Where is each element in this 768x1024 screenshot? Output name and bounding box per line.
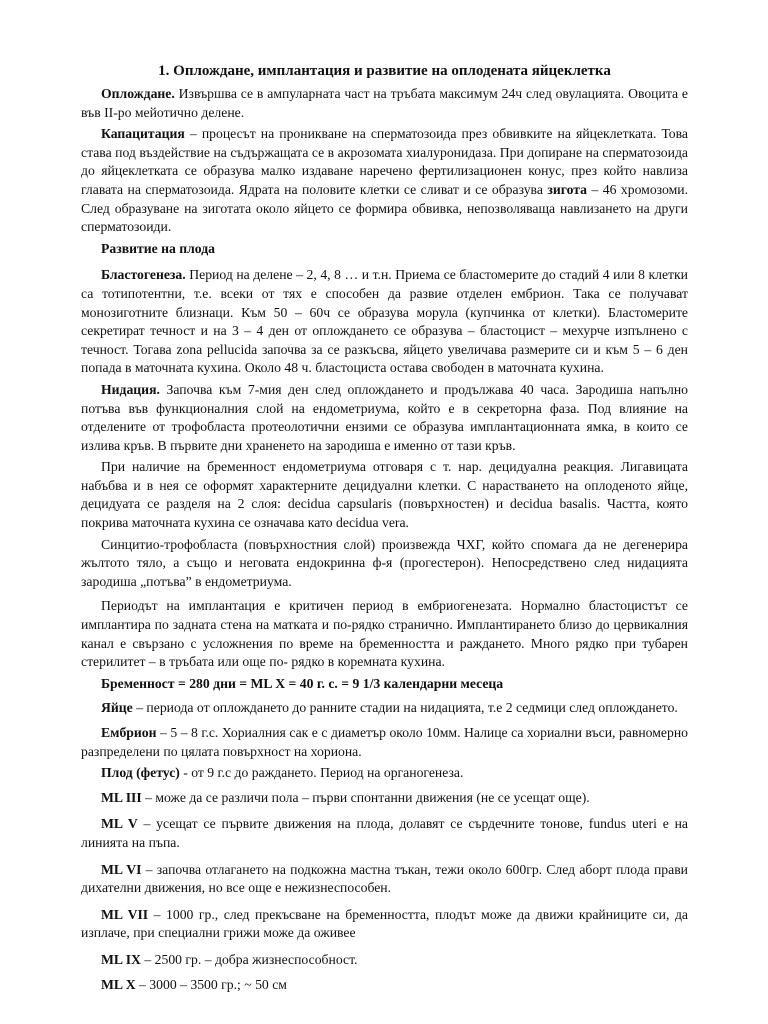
- paragraph-text: – 3000 – 3500 гр.; ~ 50 см: [135, 976, 287, 992]
- paragraph-fertilization: [81, 85, 688, 122]
- term: Оплождане.: [101, 86, 175, 101]
- paragraph-text: Започва към 7-мия ден след оплождането и продължава 40 часа. Зародиша напълно потъва във функционалния слой на ендометриума, който е в секреторна фаза. Под влияние на отделените от трофобласта протеолотични ензими се образува имплантационната ямка, в които се излива кръв. В първите дни храненето на зародиша е именно от тази кръв.: [81, 381, 688, 453]
- term: ML IX: [101, 951, 141, 967]
- paragraph-implantation: [81, 597, 688, 671]
- paragraph-text: – 1000 гр., след прекъсване на бременността, плодът може да движи крайниците си, да изплаче, при специални грижи може да оживее: [81, 906, 688, 941]
- paragraph-text: – 5 – 8 г.с. Хориалния сак е с диаметър около 10мм. Налице са хориални въси, равномерно разпределени по цялата повърхност на хориона.: [81, 725, 688, 759]
- paragraph-text: – започва отлагането на подкожна мастна тъкан, тежи около 600гр. След аборт плода прави дихателни движения, но все още е нежизнеспособен.: [81, 861, 688, 896]
- paragraph-ml-6: [81, 861, 688, 898]
- term: Ембрион: [101, 725, 157, 740]
- paragraph-text: – усещат се първите движения на плода, долавят се сърдечните тонове, fundus uteri е на линията на пъпа.: [81, 816, 688, 850]
- paragraph-ml-3: [81, 789, 688, 808]
- term: Плод (фетус): [101, 765, 180, 781]
- term: Яйце: [101, 700, 133, 716]
- paragraph-text: – периода от оплождането до ранните стадии на нидацията, т.е 2 седмици след оплождането.: [132, 700, 678, 716]
- paragraph-nidation: [81, 381, 688, 455]
- paragraph-pregnancy-formula: [81, 675, 688, 694]
- document-title: 1. Оплождане, имплантация и развитие на оплодената яйцеклетка: [158, 63, 611, 79]
- term: ML III: [101, 789, 142, 805]
- term: Нидация.: [101, 381, 160, 397]
- term: ML VI: [101, 861, 142, 877]
- section-heading: [81, 240, 688, 259]
- term: ML X: [101, 976, 136, 992]
- paragraph-ml-9: [81, 951, 688, 970]
- document-page: [81, 62, 688, 994]
- paragraph-ml-10: [81, 976, 688, 995]
- paragraph-text: При наличие на бременност ендометриума отговаря с т. нар. децидуална реакция. Лигавицата набъбва и в нея се оформят характерните децидуални клетки. С нарастването на оплоденото яйце, децидуата се разделя на 2 слоя: decidua capsularis (повърхностен) и decidua basalis. Частта, която покрива маточната кухина се означава като decidua vera.: [81, 459, 688, 531]
- paragraph-text: – процесът на проникване на сперматозоида през обвивките на яйцеклетката. Това става под въздействие на съдържащата се в акрозомата хиалуронидаза. При допиране на сперматозоида до яйцеклетката се образува малко издаване наречено фертилизационен конус, през който навлиза главата на сперматозоида. Ядрата на половите клетки се сливат и се образува: [81, 126, 688, 197]
- paragraph-text: - от 9 г.с до раждането. Период на органогенеза.: [179, 765, 464, 781]
- paragraph-ml-5: [81, 815, 688, 852]
- paragraph-embryo: [81, 724, 688, 761]
- paragraph-text: Периодът на имплантация е критичен период в ембриогенезата. Нормално бластоцистът се имплантира по задната стена на матката и по-рядко странично. Имплантирането близо до цервикалния канал е свързано с усложнения по време на бременността и раждането. Много рядко при тубарен стерилитет – в тръбата или още по- рядко в коремната кухина.: [81, 598, 688, 670]
- paragraph-ml-7: [81, 906, 688, 943]
- paragraph-text: – 2500 гр. – добра жизнеспособност.: [140, 951, 358, 967]
- paragraph-text: Синцитио-трофобласта (повърхностния слой) произвежда ЧХГ, който спомага да не дегенерира жълтото тяло, а също и неговата ендокринна ф-я (прогестерон). Непосредствено след нидацията зародиша „потъва” в ендометриума.: [81, 536, 688, 589]
- paragraph-decidua: [81, 458, 688, 532]
- term: ML V: [101, 816, 138, 832]
- paragraph-syncytio: [81, 536, 688, 592]
- section-heading-text: Развитие на плода: [101, 240, 216, 256]
- term: Бременност = 280 дни = ML X = 40 г. с. = 9 1/3 календарни месеца: [101, 675, 504, 691]
- paragraph-capacitation: [81, 125, 688, 237]
- term: Бластогенеза.: [101, 267, 186, 283]
- paragraph-text: – може да се различи пола – първи спонтанни движения (не се усещат още).: [141, 789, 590, 805]
- paragraph-fetus: [81, 764, 688, 783]
- paragraph-ovum: [81, 699, 688, 718]
- paragraph-blastogenesis: [81, 266, 688, 378]
- term: Капацитация: [101, 126, 185, 142]
- paragraph-text: Извършва се в ампуларната част на тръбата максимум 24ч след овулацията. Овоцита е във II-ро мейотично делене.: [81, 86, 688, 120]
- term: ML VII: [101, 906, 149, 922]
- paragraph-text: Период на делене – 2, 4, 8 … и т.н. Приема се бластомерите до стадий 4 или 8 клетки са тотипотентни, т.е. всеки от тях е способен да развие отделен ембрион. Така се получават монозиготните близнаци. Към 50 – 60ч се образува морула (купчинка от клетки). Бластомерите секретират течност и на 3 – 4 ден от оплождането се образува – бластоцист – мехурче изпълнено с течност. Тогава zona pellucida започва за се разкъсва, яйцето увеличава размерите си и към 5 – 6 ден попада в маточната кухина. Около 48 ч. бластоциста остава свободен в маточната кухина.: [81, 267, 688, 376]
- term-inline: зигота: [547, 181, 588, 197]
- paragraph-text: – 46 хромозоми. След образуване на зиготата около яйцето се формира обвивка, непозволяваща навлизането на други сперматозоиди.: [81, 181, 688, 235]
